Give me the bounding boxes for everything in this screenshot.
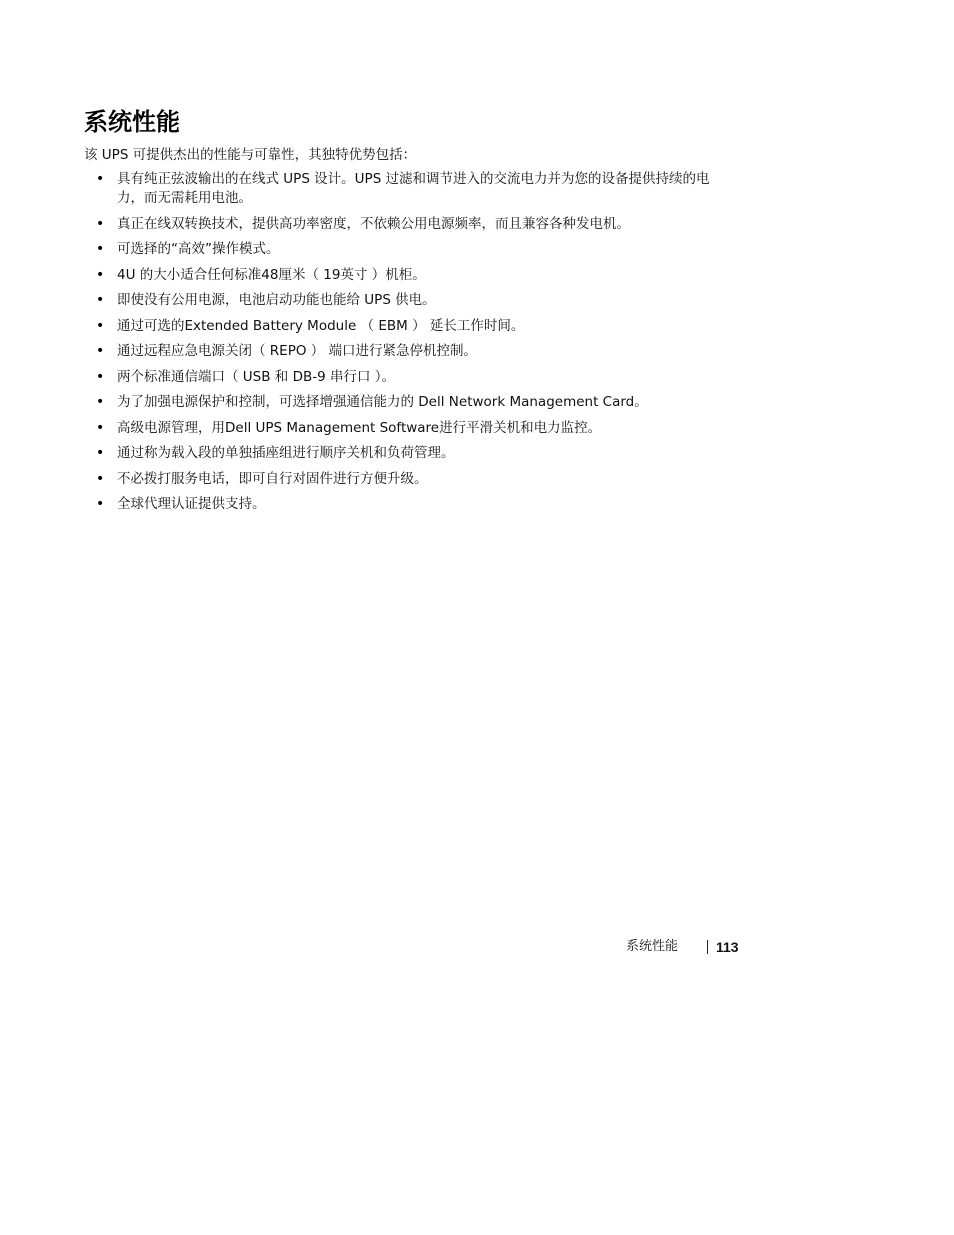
list-item: • 即使没有公用电源，电池启动功能也能给 UPS 供电。 bbox=[96, 291, 736, 310]
list-item: • 全球代理认证提供支持。 bbox=[96, 495, 736, 514]
list-item: • 真正在线双转换技术，提供高功率密度，不依赖公用电源频率，而且兼容各种发电机。 bbox=[96, 215, 736, 234]
list-item: • 高级电源管理，用Dell UPS Management Software进行平滑关机和电力监控。 bbox=[96, 419, 736, 438]
list-item: • 4U 的大小适合任何标准48厘米（ 19英寸 ）机柜。 bbox=[96, 266, 736, 285]
page-footer bbox=[626, 937, 756, 957]
intro-paragraph: 该 UPS 可提供杰出的性能与可靠性，其独特优势包括： bbox=[84, 147, 417, 163]
list-item: • 通过远程应急电源关闭（ REPO ） 端口进行紧急停机控制。 bbox=[96, 342, 736, 361]
footer-section-title: 系统性能 bbox=[626, 939, 679, 954]
list-item: • 具有纯正弦波输出的在线式 UPS 设计。UPS 过滤和调节进入的交流电力并为您的设备提供持续的电力，而无需耗用电池。 bbox=[96, 170, 736, 208]
page-title: 系统性能 bbox=[84, 108, 180, 136]
footer-divider bbox=[707, 940, 708, 954]
list-item: • 为了加强电源保护和控制，可选择增强通信能力的 Dell Network Management Card。 bbox=[96, 393, 736, 412]
list-item: • 不必拨打服务电话，即可自行对固件进行方便升级。 bbox=[96, 470, 736, 489]
feature-list bbox=[96, 170, 736, 521]
list-item: • 通过称为载入段的单独插座组进行顺序关机和负荷管理。 bbox=[96, 444, 736, 463]
list-item: • 可选择的“高效”操作模式。 bbox=[96, 240, 736, 259]
list-item: • 两个标准通信端口（ USB 和 DB-9 串行口 ）。 bbox=[96, 368, 736, 387]
page-number: 113 bbox=[716, 939, 739, 955]
list-item: • 通过可选的Extended Battery Module （ EBM ） 延长工作时间。 bbox=[96, 317, 736, 336]
